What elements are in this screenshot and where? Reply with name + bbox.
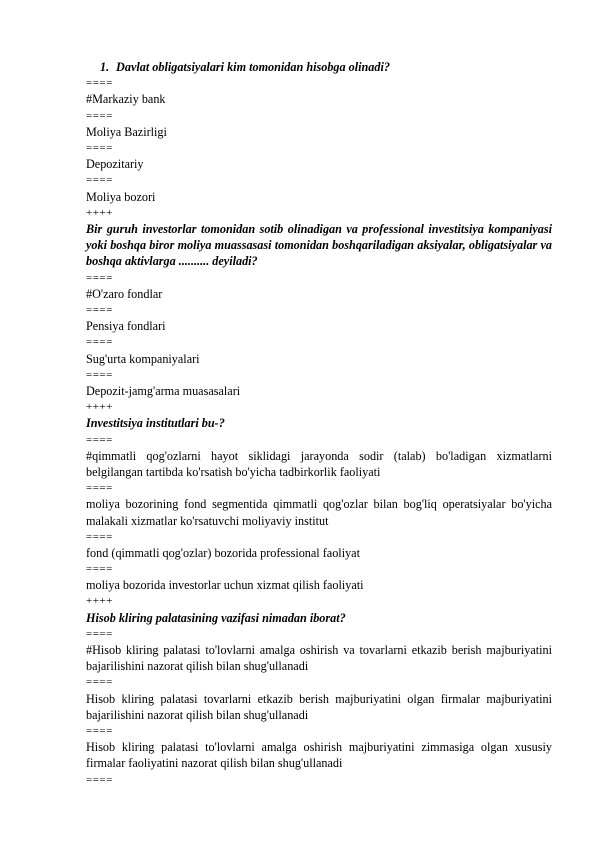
answer-option: Hisob kliring palatasi to'lovlarni amalga oshirish majburiyatini zimmasiga olgan xususiy firmalar faoliyatini nazorat qilish bilan shug'ullanadi (86, 740, 552, 771)
separator: ==== (86, 530, 113, 543)
question-text: Davlat obligatsiyalari kim tomonidan hisobga olinadi? (116, 60, 390, 74)
answer-option: Pensiya fondlari (86, 319, 166, 334)
answer-option: #Markaziy bank (86, 92, 166, 107)
separator: ==== (86, 563, 113, 576)
question-2: Bir guruh investorlar tomonidan sotib olinadigan va professional investitsiya kompaniyasi yoki boshqa biror moliya muassasasi tomonidan boshqariladigan aksiyalar, obligatsiyalar va boshqa aktivlarga .......... deyiladi? (86, 221, 552, 269)
separator: ==== (86, 336, 113, 349)
separator: ==== (86, 271, 113, 284)
answer-option: Depozitariy (86, 157, 144, 172)
separator: ==== (86, 433, 113, 446)
answer-option: Depozit-jamg'arma muasasalari (86, 383, 241, 398)
separator: ==== (86, 368, 113, 381)
answer-option: fond (qimmatli qog'ozlar) bozorida professional faoliyat (86, 545, 360, 560)
separator: ==== (86, 141, 113, 154)
answer-option: moliya bozorining fond segmentida qimmatli qog'ozlar bilan bog'liq operatsiyalar bo'yicha malakali xizmatlar ko'rsatuvchi moliyaviy institut (86, 497, 552, 528)
answer-option: #qimmatli qog'ozlarni hayot siklidagi jarayonda sodir (talab) bo'ladigan xizmatlarni belgilangan tartibda ko'rsatish bo'yicha tadbirkorlik faoliyati (86, 448, 552, 479)
question-1 (86, 59, 552, 75)
answer-option: Moliya Bazirligi (86, 124, 167, 139)
question-delimiter: ++++ (86, 206, 113, 219)
answer-option: #O'zaro fondlar (86, 286, 163, 301)
test-content (86, 59, 552, 788)
separator: ==== (86, 725, 113, 738)
question-4: Hisob kliring palatasining vazifasi nimadan iborat? (86, 610, 346, 625)
answer-option: moliya bozorida investorlar uchun xizmat qilish faoliyati (86, 578, 364, 593)
separator: ==== (86, 627, 113, 640)
answer-option: #Hisob kliring palatasi to'lovlarni amalga oshirish va tovarlarni etkazib berish majburiyatini bajarilishini nazorat qilish bilan shug'ullanadi (86, 643, 552, 674)
separator: ==== (86, 482, 113, 495)
separator: ==== (86, 773, 113, 786)
separator: ==== (86, 77, 113, 90)
question-delimiter: ++++ (86, 595, 113, 608)
question-number: 1. (100, 60, 110, 74)
separator: ==== (86, 109, 113, 122)
question-3: Investitsiya institutlari bu-? (86, 416, 225, 431)
answer-option: Moliya bozori (86, 189, 156, 204)
separator: ==== (86, 174, 113, 187)
separator: ==== (86, 676, 113, 689)
answer-option: Hisob kliring palatasi tovarlarni etkazib berish majburiyatini olgan firmalar majburiyatini bajarilishini nazorat qilish bilan shug'ullanadi (86, 691, 552, 722)
separator: ==== (86, 303, 113, 316)
question-delimiter: ++++ (86, 401, 113, 414)
answer-option: Sug'urta kompaniyalari (86, 351, 200, 366)
